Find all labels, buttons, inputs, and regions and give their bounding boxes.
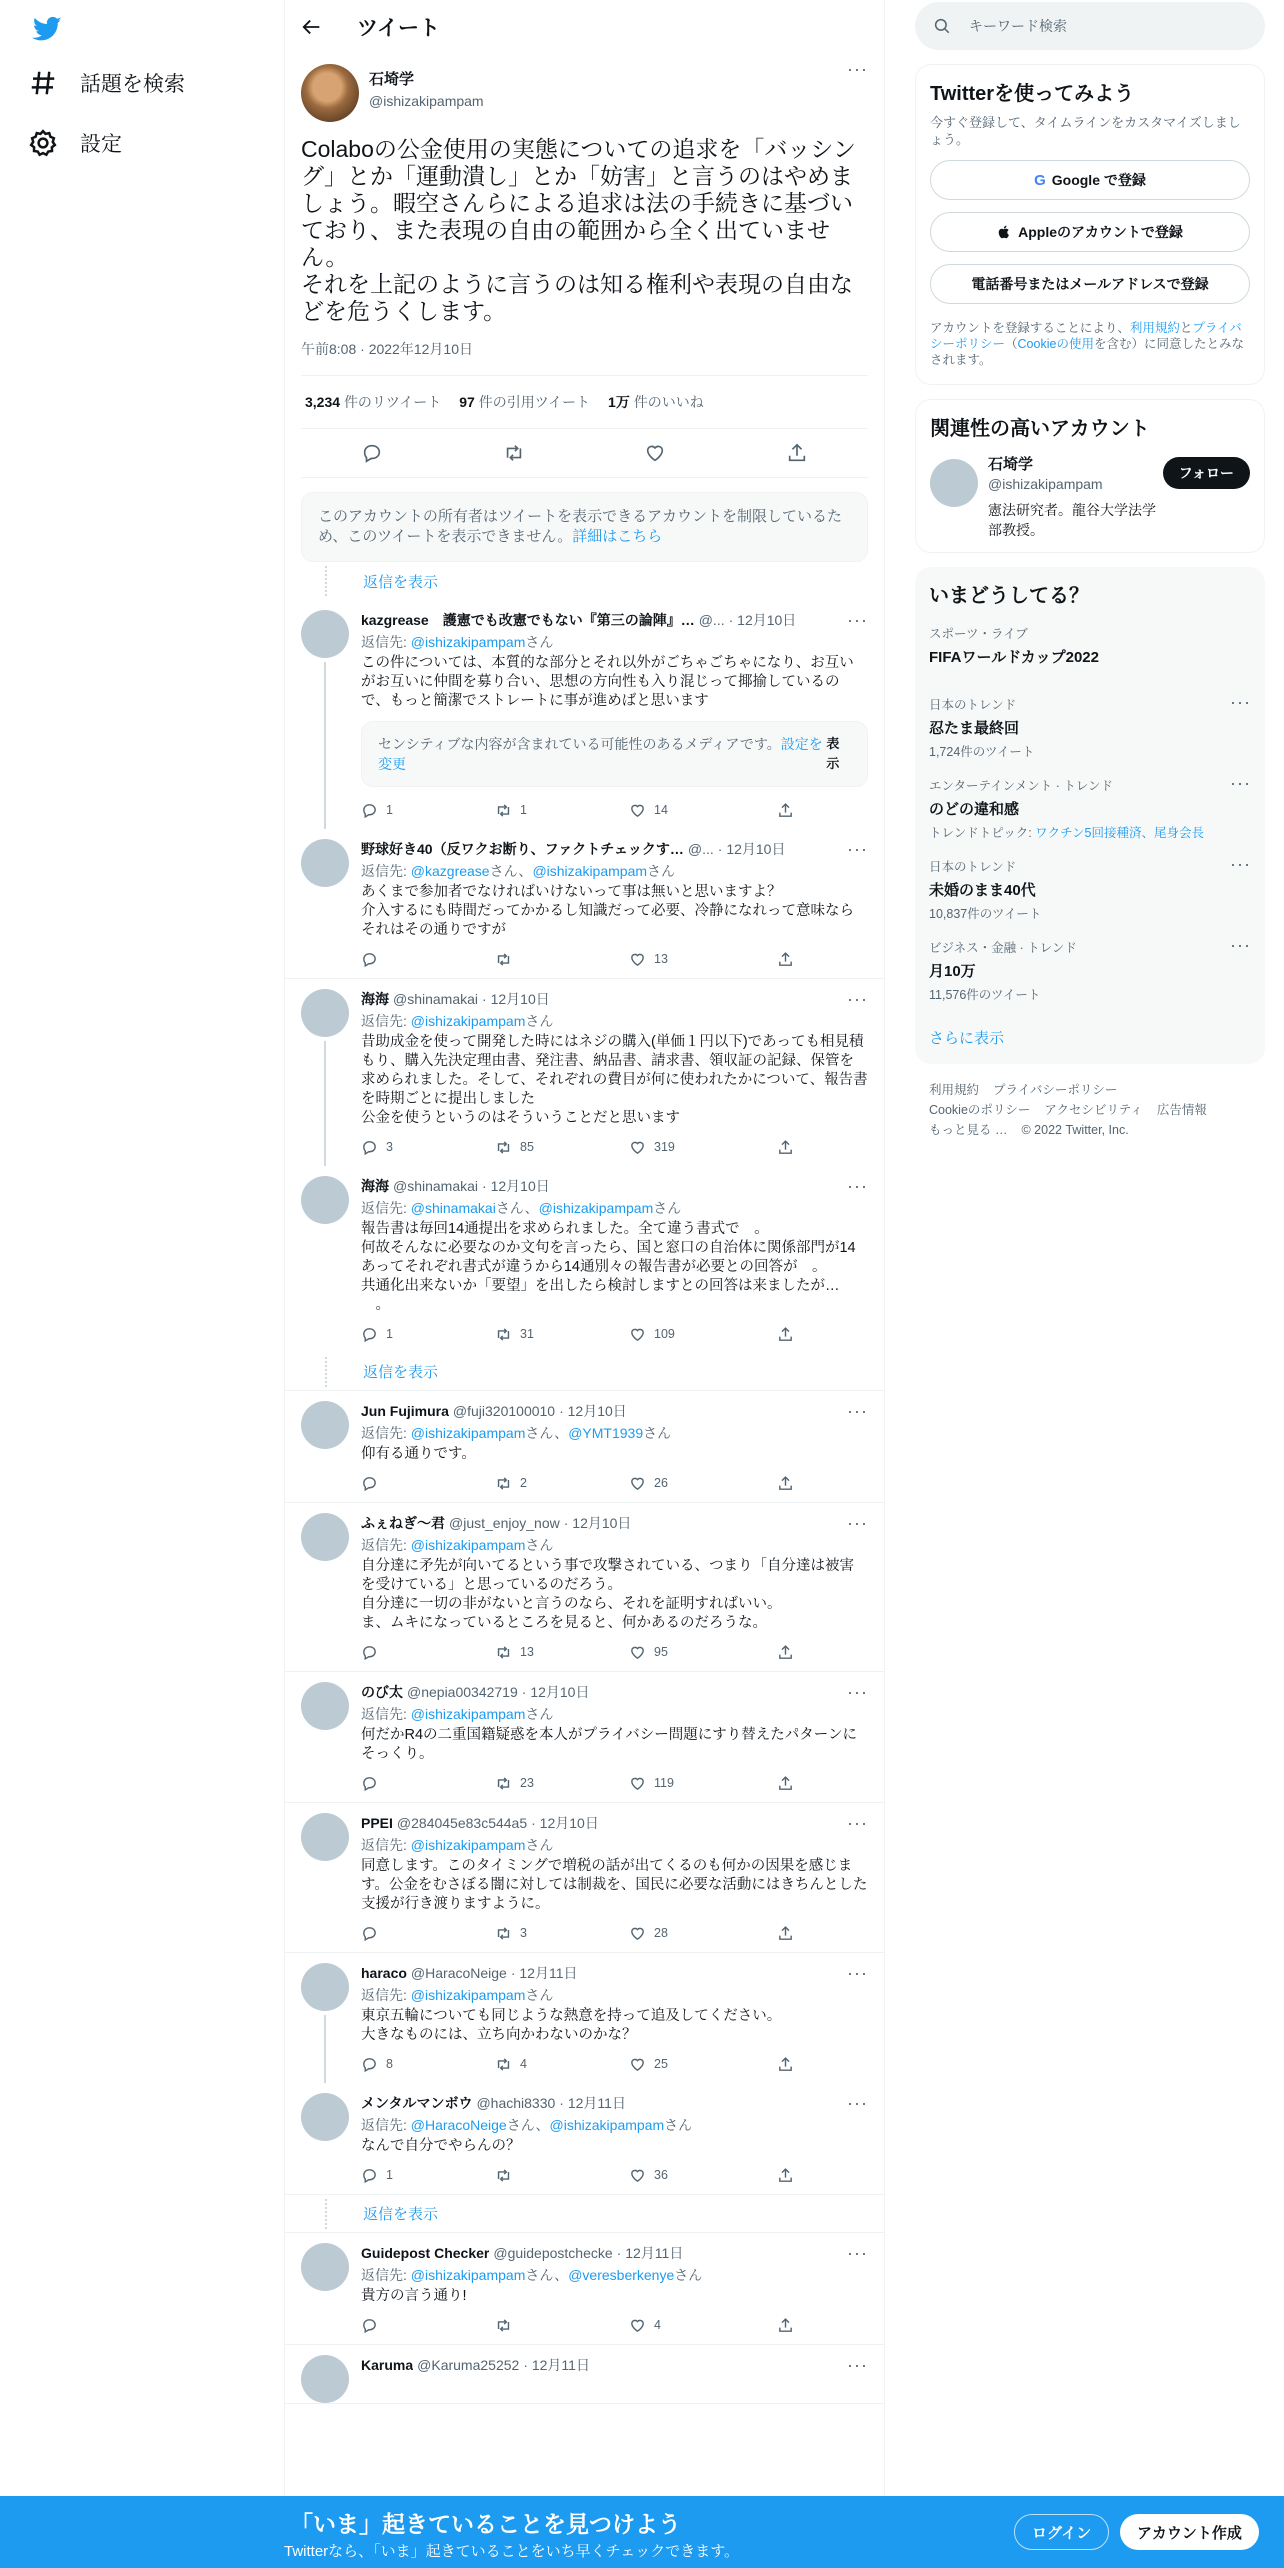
mention-link[interactable]: @ishizakipampam	[410, 1013, 526, 1029]
more-icon[interactable]: ···	[847, 839, 868, 859]
notice-text: このアカウントの所有者はツイートを表示できるアカウントを制限しているため、このツイートを表示できません。	[318, 508, 842, 545]
like-button[interactable]: 109	[629, 1326, 777, 1343]
share-icon	[777, 1475, 794, 1492]
show-more-trends[interactable]: さらに表示	[929, 1030, 1005, 1047]
reply-to: 返信先: @kazgreaseさん、@ishizakipampamさん	[361, 863, 676, 879]
banner-title: 「いま」起きていることを見つけよう	[290, 2511, 681, 2537]
more-icon[interactable]: ···	[847, 1176, 868, 1196]
reply-date[interactable]: · 12月10日	[482, 1178, 550, 1194]
reply-text: 報告書は毎回14通提出を求められました。全て違う書式で 。 何故そんなに必要なのか文句を言ったら、国と窓口の自治体に関係部門が14あってそれぞれ書式が違うから14通別々の報告書が必要との回答が 。 共通化出来ないか「要望」を出したら検討しますとの回答は来ましたが… 。	[361, 1221, 856, 1313]
reply-author-name[interactable]: のび太	[361, 1684, 403, 1700]
page-title: ツイート	[357, 17, 440, 40]
privacy-link[interactable]: プライバシーポリシー	[930, 321, 1242, 351]
reply-to: 返信先: @shinamakaiさん、@ishizakipampamさん	[361, 1200, 682, 1216]
reply-icon	[361, 1475, 378, 1492]
footer-link[interactable]: アクセシビリティ	[1044, 1103, 1143, 1117]
avatar[interactable]	[301, 2243, 349, 2291]
reply-to: 返信先: @ishizakipampamさん	[361, 1537, 554, 1553]
mention-link[interactable]: @ishizakipampam	[410, 1425, 526, 1441]
share-button[interactable]	[777, 1925, 794, 1942]
reply-icon	[361, 2056, 378, 2073]
nav-settings[interactable]	[28, 128, 122, 158]
reply-text: 何だかR4の二重国籍疑惑を本人がプライバシー問題にすり替えたパターンにそっくり。	[361, 1727, 858, 1762]
avatar[interactable]	[301, 64, 359, 122]
heart-icon	[629, 2056, 646, 2073]
simple-replies	[285, 1391, 884, 2404]
show-replies[interactable]: 返信を表示	[285, 562, 884, 600]
reply-author-name[interactable]: 野球好き40（反ワクお断り、ファクトチェックす…	[361, 841, 684, 857]
quote-count[interactable]: 97 件の引用ツイート	[459, 394, 591, 410]
reply-to: 返信先: @ishizakipampamさん	[361, 1013, 554, 1029]
reply-to: 返信先: @ishizakipampamさん	[361, 1837, 554, 1853]
more-icon[interactable]: ···	[847, 1813, 868, 1833]
reply-icon	[361, 1925, 378, 1942]
banner-subtitle: Twitterなら、「いま」起きていることをいち早くチェックできます。	[284, 2543, 740, 2560]
reply-author-name[interactable]: Guidepost Checker	[361, 2245, 490, 2261]
reply-to: 返信先: @ishizakipampamさん、@YMT1939さん	[361, 1425, 672, 1441]
mention-link[interactable]: @ishizakipampam	[410, 634, 526, 650]
retweet-icon	[495, 2056, 512, 2073]
reply-tweet[interactable]	[285, 979, 884, 1166]
more-icon[interactable]: ···	[1230, 773, 1251, 793]
retweet-button[interactable]: 4	[495, 2056, 629, 2073]
nav-settings-label: 設定	[80, 133, 122, 156]
reply-to: 返信先: @ishizakipampamさん	[361, 1987, 554, 2003]
google-icon: G	[1034, 171, 1046, 189]
share-button[interactable]	[777, 1326, 794, 1343]
mention-link[interactable]: @ishizakipampam	[532, 863, 648, 879]
mention-link[interactable]: @ishizakipampam	[410, 1537, 526, 1553]
mention-link[interactable]: @ishizakipampam	[538, 1200, 654, 1216]
reply-author-name[interactable]: ふぇねぎ〜君	[361, 1515, 445, 1531]
more-icon[interactable]: ···	[847, 1513, 868, 1533]
avatar[interactable]	[301, 839, 349, 887]
reply-author-name[interactable]: haraco	[361, 1965, 407, 1981]
reply-date[interactable]: · 12月10日	[531, 1815, 599, 1831]
more-icon[interactable]: ···	[847, 1963, 868, 1983]
heart-icon	[629, 802, 646, 819]
tweet-timestamp[interactable]: 午前8:08 · 2022年12月10日	[301, 339, 868, 376]
footer-link[interactable]: 利用規約	[929, 1083, 980, 1097]
create-account-button[interactable]: アカウント作成	[1120, 2514, 1259, 2550]
reply-author-handle[interactable]: @shinamakai	[393, 1178, 479, 1194]
share-button[interactable]	[777, 951, 794, 968]
copyright: © 2022 Twitter, Inc.	[1021, 1123, 1129, 1137]
share-button[interactable]	[777, 2056, 794, 2073]
like-button[interactable]: 319	[629, 1139, 777, 1156]
back-arrow-icon[interactable]	[301, 16, 323, 38]
retweet-button[interactable]: 3	[495, 1925, 629, 1942]
header	[285, 0, 884, 54]
heart-icon	[629, 951, 646, 968]
reply-tweet[interactable]	[285, 2083, 884, 2195]
reply-icon[interactable]	[361, 442, 383, 464]
trend-item[interactable]: 日本のトレンド 忍たま最終回 1,724件のツイート ···	[929, 692, 1251, 759]
share-icon	[777, 951, 794, 968]
reply-button[interactable]: 1	[361, 802, 495, 819]
heart-icon	[629, 1644, 646, 1661]
reply-button[interactable]: 3	[361, 1139, 495, 1156]
avatar[interactable]	[301, 1813, 349, 1861]
retweet-icon	[495, 1775, 512, 1792]
like-button[interactable]: 4	[629, 2317, 777, 2334]
notice-link[interactable]: 詳細はこちら	[572, 528, 663, 545]
retweet-button[interactable]	[495, 2167, 629, 2184]
trends-card	[915, 567, 1265, 1064]
mention-link[interactable]: @ishizakipampam	[410, 1987, 526, 2003]
share-icon	[777, 2056, 794, 2073]
mention-link[interactable]: @shinamakai	[410, 1200, 496, 1216]
share-icon	[777, 1139, 794, 1156]
avatar[interactable]	[301, 1513, 349, 1561]
retweet-button[interactable]: 23	[495, 1775, 629, 1792]
reply-tweet[interactable]	[285, 1166, 884, 1353]
footer-link[interactable]: プライバシーポリシー	[993, 1083, 1118, 1097]
more-icon[interactable]: ···	[1230, 692, 1251, 712]
reply-author-handle[interactable]: @nepia00342719	[407, 1684, 518, 1700]
share-icon	[777, 1326, 794, 1343]
tweet-actions	[301, 429, 868, 478]
reply-tweet[interactable]	[285, 1672, 884, 1803]
trend-topic-link[interactable]: ワクチン5回接種済、尾身会長	[1035, 826, 1204, 840]
reply-icon	[361, 1644, 378, 1661]
like-button[interactable]: 26	[629, 1475, 777, 1492]
reply-date[interactable]: · 12月10日	[559, 1403, 627, 1419]
mention-link[interactable]: @HaracoNeige	[410, 2117, 507, 2133]
reply-button[interactable]	[361, 1775, 495, 1792]
tweet-stats	[301, 376, 868, 429]
trend-item[interactable]: スポーツ・ライブ FIFAワールドカップ2022	[929, 627, 1099, 666]
reply-date[interactable]: · 12月10日	[482, 991, 550, 1007]
reply-author-handle[interactable]: @fuji320100010	[452, 1403, 556, 1419]
reply-button[interactable]	[361, 1925, 495, 1942]
like-button[interactable]: 28	[629, 1925, 777, 1942]
like-count[interactable]: 1万 件のいいね	[608, 394, 704, 410]
reply-date[interactable]: · 12月10日	[717, 841, 786, 857]
reply-tweet[interactable]	[285, 2233, 884, 2345]
retweet-button[interactable]: 13	[495, 1644, 629, 1661]
share-icon	[777, 2317, 794, 2334]
retweet-icon	[495, 1475, 512, 1492]
main-column	[284, 0, 885, 2568]
phone-email-signup-button[interactable]: 電話番号またはメールアドレスで登録	[930, 264, 1250, 304]
footer-link[interactable]: 広告情報	[1156, 1103, 1207, 1117]
avatar[interactable]	[301, 989, 349, 1037]
reply-text: 東京五輪についても同じような熱意を持って追及してください。 大きなものには、立ち向かわないのかな？	[361, 2008, 782, 2043]
share-icon	[777, 1925, 794, 1942]
like-button[interactable]: 25	[629, 2056, 777, 2073]
reply-to: 返信先: @ishizakipampamさん	[361, 634, 554, 650]
related-accounts-card	[915, 399, 1265, 553]
share-button[interactable]	[777, 2167, 794, 2184]
avatar[interactable]	[301, 2093, 349, 2141]
retweet-icon	[495, 1925, 512, 1942]
retweet-button[interactable]	[495, 2317, 629, 2334]
reply-tweet[interactable]	[285, 829, 884, 979]
heart-icon	[629, 1139, 646, 1156]
search-box[interactable]	[915, 2, 1265, 50]
reply-author-handle[interactable]: @hachi8330	[476, 2095, 556, 2111]
reply-icon	[361, 951, 378, 968]
share-icon[interactable]	[786, 442, 808, 464]
share-icon	[777, 802, 794, 819]
avatar[interactable]	[301, 1963, 349, 2011]
show-media-button[interactable]: 表示	[826, 736, 840, 771]
trends-title: いまどうしてる？	[929, 585, 1089, 607]
trend-item[interactable]: ビジネス・金融 · トレンド 月10万 11,576件のツイート ···	[929, 935, 1251, 1002]
retweet-icon	[495, 1326, 512, 1343]
reply-text: 昔助成金を使って開発した時にはネジの購入(単価１円以下)であっても相見積もり、購入先決定理由書、発注書、納品書、請求書、領収証の記録、保管を求められました。そして、それぞれの費目が何に使われたかについて、報告書を時期ごとに提出しました 公金を使うというのはそういうことだと思います	[361, 1034, 868, 1126]
search-placeholder: キーワード検索	[969, 18, 1067, 34]
more-icon[interactable]: ···	[847, 1401, 868, 1421]
tweet-text: Colaboの公金使用の実態についての追求を「バッシング」とか「運動潰し」とか「妨害」と言うのはやめましょう。暇空さんらによる追求は法の手続きに基づいており、また表現の自由の範囲から全く出ていません。 それを上記のように言うのは知る権利や表現の自由などを危うくします。	[301, 136, 856, 324]
reply-icon	[361, 1775, 378, 1792]
retweet-button[interactable]: 2	[495, 1475, 629, 1492]
reply-button[interactable]	[361, 1644, 495, 1661]
avatar[interactable]	[301, 2355, 349, 2403]
gear-icon	[28, 128, 58, 158]
reply-icon	[361, 1326, 378, 1343]
like-button[interactable]: 13	[629, 951, 777, 968]
retweet-icon	[495, 1644, 512, 1661]
like-button[interactable]: 95	[629, 1644, 777, 1661]
reply-date[interactable]: · 12月11日	[523, 2357, 590, 2373]
like-button[interactable]: 14	[629, 802, 777, 819]
reply-tweet[interactable]	[285, 1803, 884, 1953]
reply-text: なんで自分でやらんの？	[361, 2138, 521, 2154]
reply-icon	[361, 2167, 378, 2184]
mention-link[interactable]: @kazgrease	[410, 863, 490, 879]
more-icon[interactable]: ···	[847, 610, 868, 630]
reply-author-name[interactable]: kazgrease 護憲でも改憲でもない『第三の論陣』…	[361, 612, 695, 628]
author-handle[interactable]: @ishizakipampam	[369, 93, 484, 109]
signup-banner	[0, 2496, 1284, 2568]
heart-icon	[629, 2317, 646, 2334]
heart-icon[interactable]	[644, 442, 666, 464]
related-account[interactable]	[930, 453, 1250, 540]
nav-explore-label: 話題を検索	[80, 73, 185, 96]
retweet-button[interactable]: 1	[495, 802, 629, 819]
retweet-icon[interactable]	[503, 442, 525, 464]
reply-tweet[interactable]	[285, 1391, 884, 1503]
reply-author-handle[interactable]: @guidepostchecke	[493, 2245, 613, 2261]
trend-item[interactable]: 日本のトレンド 未婚のまま40代 10,837件のツイート ···	[929, 854, 1251, 921]
more-icon[interactable]: ···	[847, 2355, 868, 2375]
reply-author-handle[interactable]: @just_enjoy_now	[449, 1515, 560, 1531]
share-icon	[777, 1644, 794, 1661]
author-name[interactable]: 石埼学	[369, 71, 415, 88]
reply-author-name[interactable]: PPEI	[361, 1815, 393, 1831]
reply-author-name[interactable]: Jun Fujimura	[361, 1403, 449, 1419]
nav-explore[interactable]	[28, 68, 185, 98]
reply-button[interactable]	[361, 951, 495, 968]
reply-date[interactable]: · 12月10日	[728, 612, 797, 628]
share-button[interactable]	[777, 1139, 794, 1156]
reply-date[interactable]: · 12月11日	[559, 2095, 626, 2111]
retweet-button[interactable]	[495, 951, 629, 968]
signup-card	[915, 64, 1265, 385]
reply-text: 貴方の言う通り!	[361, 2288, 467, 2304]
retweet-icon	[495, 802, 512, 819]
reply-author-handle[interactable]: @shinamakai	[393, 991, 479, 1007]
heart-icon	[629, 1475, 646, 1492]
retweet-icon	[495, 2167, 512, 2184]
reply-button[interactable]: 8	[361, 2056, 495, 2073]
reply-date[interactable]: · 12月10日	[563, 1515, 632, 1531]
reply-date[interactable]: · 12月11日	[616, 2245, 684, 2261]
restricted-notice	[301, 492, 868, 562]
terms-link[interactable]: 利用規約	[1129, 321, 1180, 335]
retweet-icon	[495, 2317, 512, 2334]
share-button[interactable]	[777, 1644, 794, 1661]
more-icon[interactable]: ···	[847, 2243, 868, 2263]
retweet-icon	[495, 951, 512, 968]
more-icon[interactable]: ···	[847, 2093, 868, 2113]
more-icon[interactable]: ···	[847, 989, 868, 1009]
reply-button[interactable]: 1	[361, 2167, 495, 2184]
reply-date[interactable]: · 12月10日	[521, 1684, 590, 1700]
apple-signup-button[interactable]: Appleのアカウントで登録	[930, 212, 1250, 252]
reply-to: 返信先: @ishizakipampamさん	[361, 1706, 554, 1722]
reply-button[interactable]: 1	[361, 1326, 495, 1343]
reply-button[interactable]	[361, 2317, 495, 2334]
signup-terms: アカウントを登録することにより、利用規約とプライバシーポリシー（Cookieの使用を含む）に同意したとみなされます。	[930, 321, 1244, 367]
left-nav	[0, 0, 284, 2568]
reply-text: この件については、本質的な部分とそれ以外がごちゃごちゃになり、お互いがお互いに仲間を募り合い、思想の方向性も入り混じって揶揄しているので、もっと簡潔でストレートに事が進めばと思います	[361, 655, 854, 709]
like-button[interactable]: 119	[629, 1775, 777, 1792]
right-sidebar	[915, 0, 1265, 2568]
footer-link[interactable]: Cookieのポリシー	[929, 1103, 1031, 1117]
search-icon	[933, 17, 951, 35]
avatar[interactable]	[301, 1401, 349, 1449]
retweet-button[interactable]: 31	[495, 1326, 629, 1343]
signup-subtitle: 今すぐ登録して、タイムラインをカスタマイズしましょう。	[930, 115, 1241, 147]
apple-icon	[997, 224, 1012, 240]
reply-author-name[interactable]: メンタルマンボウ	[361, 2095, 473, 2111]
like-button[interactable]: 36	[629, 2167, 777, 2184]
retweet-count[interactable]: 3,234 件のリツイート	[305, 394, 442, 410]
footer-more[interactable]: もっと見る …	[929, 1123, 1008, 1137]
sensitive-media-warning: センシティブな内容が含まれている可能性のあるメディアです。設定を変更 表示	[361, 721, 868, 787]
share-icon	[777, 1775, 794, 1792]
more-icon[interactable]: ···	[847, 59, 868, 79]
reply-author-name[interactable]: Karuma	[361, 2357, 414, 2373]
reply-to: 返信先: @HaracoNeigeさん、@ishizakipampamさん	[361, 2117, 693, 2133]
related-name[interactable]: 石埼学	[988, 456, 1034, 473]
related-handle[interactable]: @ishizakipampam	[988, 476, 1103, 492]
reply-icon	[361, 2317, 378, 2334]
reply-author-handle[interactable]: @...	[698, 612, 725, 628]
hashtag-icon	[28, 68, 58, 98]
share-button[interactable]	[777, 2317, 794, 2334]
reply-tweet[interactable]	[285, 1953, 884, 2083]
heart-icon	[629, 1326, 646, 1343]
reply-icon	[361, 802, 378, 819]
trend-item[interactable]: エンターテインメント · トレンド のどの違和感 トレンドトピック: ワクチン5回接種済、尾身会長 ···	[929, 773, 1251, 840]
focal-tweet	[285, 54, 884, 478]
footer	[915, 1080, 1265, 1140]
reply-author-handle[interactable]: @...	[687, 841, 714, 857]
mention-link[interactable]: @ishizakipampam	[410, 1837, 526, 1853]
mention-link[interactable]: @ishizakipampam	[549, 2117, 665, 2133]
reply-author-handle[interactable]: @284045e83c544a5	[396, 1815, 528, 1831]
change-settings-link[interactable]: 設定を変更	[378, 736, 823, 772]
show-replies[interactable]: 返信を表示	[285, 1353, 884, 1391]
twitter-logo-icon[interactable]	[30, 14, 64, 44]
share-icon	[777, 2167, 794, 2184]
mention-link[interactable]: @ishizakipampam	[410, 2267, 526, 2283]
share-button[interactable]	[777, 802, 794, 819]
retweet-icon	[495, 1139, 512, 1156]
login-button[interactable]: ログイン	[1014, 2514, 1109, 2550]
heart-icon	[629, 1925, 646, 1942]
follow-button[interactable]: フォロー	[1163, 457, 1250, 489]
share-button[interactable]	[777, 1475, 794, 1492]
reply-text: あくまで参加者でなければいけないって事は無いと思いますよ？ 介入するにも時間だってかかるし知識だって必要、冷静になれって意味ならそれはその通りですが	[361, 884, 854, 938]
heart-icon	[629, 1775, 646, 1792]
google-signup-button[interactable]: G Google で登録	[930, 160, 1250, 200]
reply-text: 仰有る通りです。	[361, 1446, 476, 1462]
reply-author-name[interactable]: 海海	[361, 1178, 389, 1194]
reply-list	[285, 600, 884, 2404]
more-icon[interactable]: ···	[847, 1682, 868, 1702]
reply-author-name[interactable]: 海海	[361, 991, 389, 1007]
reply-author-handle[interactable]: @Karuma25252	[417, 2357, 520, 2373]
more-icon[interactable]: ···	[1230, 935, 1251, 955]
related-bio: 憲法研究者。龍谷大学法学部教授。	[988, 502, 1156, 538]
show-replies[interactable]: 返信を表示	[285, 2195, 884, 2233]
avatar[interactable]	[930, 459, 978, 507]
share-button[interactable]	[777, 1775, 794, 1792]
avatar[interactable]	[301, 1682, 349, 1730]
reply-author-handle[interactable]: @HaracoNeige	[410, 1965, 507, 1981]
signup-title: Twitterを使ってみよう	[930, 83, 1135, 105]
mention-link[interactable]: @ishizakipampam	[410, 1706, 526, 1722]
reply-to: 返信先: @ishizakipampamさん、@veresberkenyeさん	[361, 2267, 703, 2283]
reply-button[interactable]	[361, 1475, 495, 1492]
reply-tweet[interactable]	[285, 600, 884, 829]
heart-icon	[629, 2167, 646, 2184]
avatar[interactable]	[301, 610, 349, 658]
reply-text: 自分達に矛先が向いてるという事で攻撃されている、つまり「自分達は被害を受けている」と思っているのだろう。 自分達に一切の非がないと言うのなら、それを証明すればいい。 ま、ムキになっているところを見ると、何かあるのだろうな。	[361, 1558, 854, 1631]
mention-link[interactable]: @YMT1939	[568, 1425, 644, 1441]
reply-tweet[interactable]	[285, 1503, 884, 1672]
cookie-link[interactable]: Cookieの使用	[1017, 337, 1094, 351]
mention-link[interactable]: @veresberkenye	[568, 2267, 675, 2283]
more-icon[interactable]: ···	[1230, 854, 1251, 874]
retweet-button[interactable]: 85	[495, 1139, 629, 1156]
reply-icon	[361, 1139, 378, 1156]
reply-tweet[interactable]	[285, 2345, 884, 2404]
related-title: 関連性の高いアカウント	[930, 418, 1150, 440]
avatar[interactable]	[301, 1176, 349, 1224]
reply-text: 同意します。このタイミングで増税の話が出てくるのも何かの因果を感じます。公金をむさぼる闇に対しては制裁を、国民に必要な活動にはきちんとした支援が行き渡りますように。	[361, 1858, 868, 1912]
reply-date[interactable]: · 12月11日	[510, 1965, 578, 1981]
